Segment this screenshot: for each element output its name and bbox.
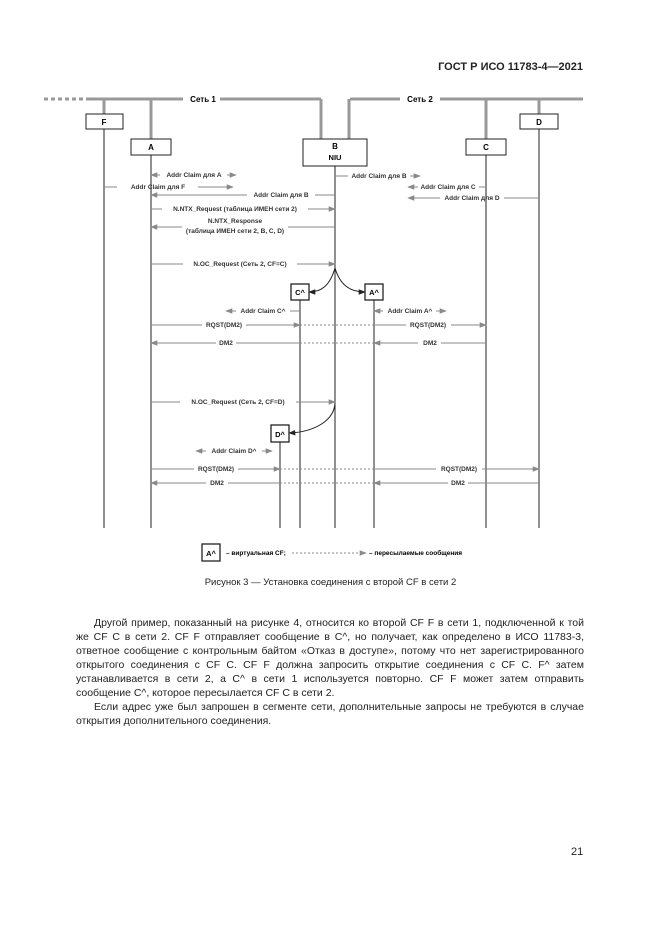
msg-rqst1-left-label: RQST(DM2) <box>205 322 243 329</box>
node-d-label: D <box>536 118 542 127</box>
msg-addr-claim-d-label: Addr Claim для D <box>444 195 500 202</box>
msg-noc-request-1-label: N.OC_Request (Сеть 2, CF=C) <box>193 261 287 268</box>
msg-addr-claim-a-label: Addr Claim для A <box>166 172 222 179</box>
msg-addr-claim-dv-label: Addr Claim D^ <box>211 448 257 455</box>
msg-addr-claim-c-label: Addr Claim для C <box>420 184 476 191</box>
msg-nntx-response-label-1: N.NTX_Response <box>207 218 263 225</box>
page-number: 21 <box>571 846 584 858</box>
body-text <box>76 602 584 728</box>
create-d-virtual-arrow <box>289 402 335 433</box>
virtual-d-label: D^ <box>275 430 285 439</box>
virtual-c-label: C^ <box>295 288 305 297</box>
msg-nntx-response-label-2: (таблица ИМЕН сети 2, B, C, D) <box>185 228 285 235</box>
msg-addr-claim-av-label: Addr Claim A^ <box>387 308 433 315</box>
legend-forwarded-label: – пересылаемые сообщения <box>369 550 463 557</box>
msg-addr-claim-f-label: Addr Claim для F <box>130 184 186 191</box>
msg-rqst2-left-label: RQST(DM2) <box>197 466 235 473</box>
document-header: ГОСТ Р ИСО 11783-4—2021 <box>438 61 583 73</box>
network-1-label: Сеть 1 <box>190 95 216 104</box>
msg-dm2-1-left-label: DM2 <box>219 340 233 347</box>
msg-dm2-1-right-label: DM2 <box>423 340 437 347</box>
node-c-label: C <box>483 143 489 152</box>
paragraph-2-text: Если адрес уже был запрошен в сегменте сети, дополнительные запросы не требуются в случае открытия дополнительного соединения. <box>76 701 584 727</box>
msg-addr-claim-b-left-label: Addr Claim для B <box>253 192 309 199</box>
node-b-label: B <box>332 142 338 151</box>
node-a-label: A <box>148 143 154 152</box>
paragraph-1-text: Другой пример, показанный на рисунке 4, относится ко второй CF F в сети 1, подключенной к той же CF C в сети 2. CF F отправляет сообщение в C^, но получает, как определено в ИСО 11783-3, ответное сообщение с контрольным байтом «Отказ в доступе», потому что нет зарегистрированного открытого соединения с CF C. CF F должна запросить открытие соединения с CF C. F^ затем устанавливается в сети 2, а C^ в сети 1 используется повторно. CF F может затем отправить сообщение C^, которое пересылается CF C в сети 2. <box>76 617 584 699</box>
legend <box>202 544 462 561</box>
node-f-label: F <box>101 118 107 127</box>
create-c-virtual-arrow <box>309 268 335 292</box>
bus-drops <box>101 99 539 139</box>
msg-rqst2-right-label: RQST(DM2) <box>440 466 478 473</box>
figure-caption: Рисунок 3 — Установка соединения с второй CF в сети 2 <box>204 577 457 588</box>
legend-virtual-box-label: A^ <box>206 549 216 558</box>
virtual-a-label: A^ <box>369 288 379 297</box>
msg-rqst1-right-label: RQST(DM2) <box>409 322 447 329</box>
create-a-virtual-arrow <box>335 268 365 292</box>
forwarded-segments <box>236 195 374 483</box>
paragraph-2 <box>76 700 584 728</box>
msg-addr-claim-b-right-label: Addr Claim для B <box>351 173 407 180</box>
paragraph-1 <box>76 602 584 700</box>
legend-virtual-label: – виртуальная CF; <box>226 550 286 557</box>
network-2-label: Сеть 2 <box>407 95 433 104</box>
node-niu-label: NIU <box>328 153 342 162</box>
msg-addr-claim-cv-label: Addr Claim C^ <box>240 308 286 315</box>
msg-nntx-request-label: N.NTX_Request (таблица ИМЕН сети 2) <box>173 206 297 213</box>
msg-dm2-2-left-label: DM2 <box>210 480 224 487</box>
msg-dm2-2-right-label: DM2 <box>451 480 465 487</box>
msg-noc-request-2-label: N.OC_Request (Сеть 2, CF=D) <box>191 399 285 406</box>
